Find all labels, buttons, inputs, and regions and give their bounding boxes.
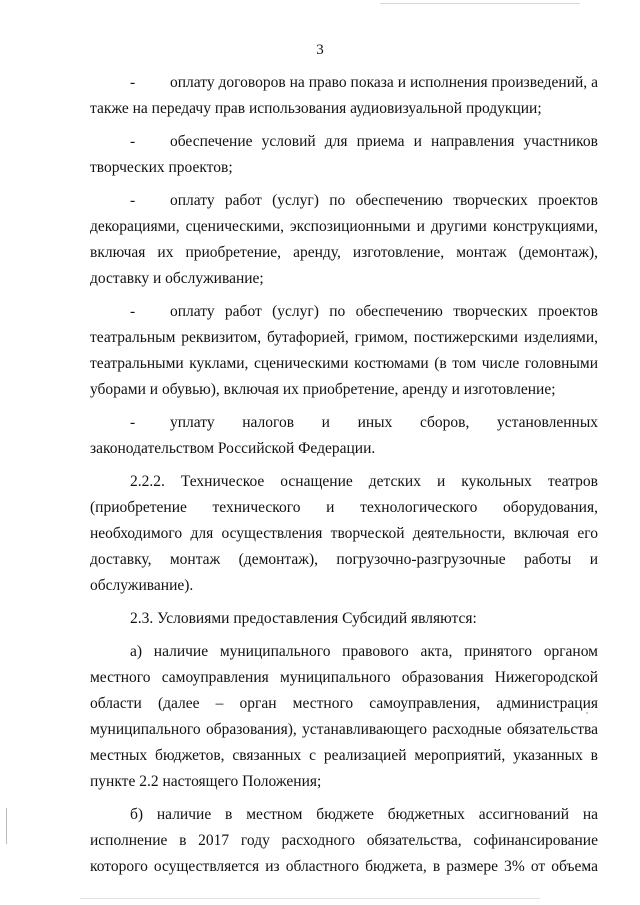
- list-dash: -: [130, 414, 136, 431]
- paragraph-2-3-a: а) наличие муниципального правового акта, принятого органом местного самоуправления муниципального образования Нижегородской области (далее – орган местного самоуправления, администрация муниципального образования), устанавливающего расходные обязательства местных бюджетов, связанных с реализацией мероприятий, указанных в пункте 2.2 настоящего Положения;: [90, 643, 598, 790]
- list-item-props: [90, 299, 598, 403]
- list-item-text: уплату налогов и иных сборов, установленных законодательством Российской Федерации.: [90, 414, 598, 457]
- scan-artifact-top: [380, 3, 580, 4]
- list-item-text: обеспечение условий для приема и направления участников творческих проектов;: [90, 133, 598, 176]
- page-number: 3: [316, 42, 324, 58]
- list-item-participants: [90, 129, 598, 181]
- list-dash: -: [130, 192, 136, 209]
- list-dash: -: [130, 74, 136, 91]
- list-dash: -: [130, 303, 136, 320]
- list-item-taxes: [90, 410, 598, 462]
- list-item-text: оплату работ (услуг) по обеспечению творческих проектов декорациями, сценическими, экспозиционными и другими конструкциями, включая их приобретение, аренду, изготовление, монтаж (демонтаж), доставку и обслуживание;: [90, 192, 598, 287]
- list-item-decorations: [90, 188, 598, 292]
- list-item-text: оплату работ (услуг) по обеспечению творческих проектов театральным реквизитом, бутафорией, гримом, постижерскими изделиями, театральными куклами, сценическими костюмами (в том числе головными уборами и обувью), включая их приобретение, аренду и изготовление;: [90, 303, 598, 398]
- list-dash: -: [130, 133, 136, 150]
- list-item-text: оплату договоров на право показа и исполнения произведений, а также на передачу прав использования аудиовизуальной продукции;: [90, 74, 598, 117]
- list-item-payment-contracts: [90, 70, 598, 122]
- document-body: [90, 70, 598, 880]
- scan-artifact-dot: [586, 712, 588, 714]
- paragraph-2-2-2: 2.2.2. Техническое оснащение детских и кукольных театров (приобретение технического и технологического оборудования, необходимого для осуществления творческой деятельности, включая его доставку, монтаж (демонтаж), погрузочно-разгрузочные работы и обслуживание).: [90, 473, 598, 594]
- scan-artifact-margin-mark: [6, 808, 7, 844]
- paragraph-2-3: 2.3. Условиями предоставления Субсидий являются:: [130, 610, 477, 627]
- scan-artifact-bottom: [80, 898, 540, 899]
- paragraph-2-3-b: б) наличие в местном бюджете бюджетных ассигнований на исполнение в 2017 году расходного обязательства, софинансирование которого осуществляется из областного бюджета, в размере 3% от объема: [90, 806, 598, 875]
